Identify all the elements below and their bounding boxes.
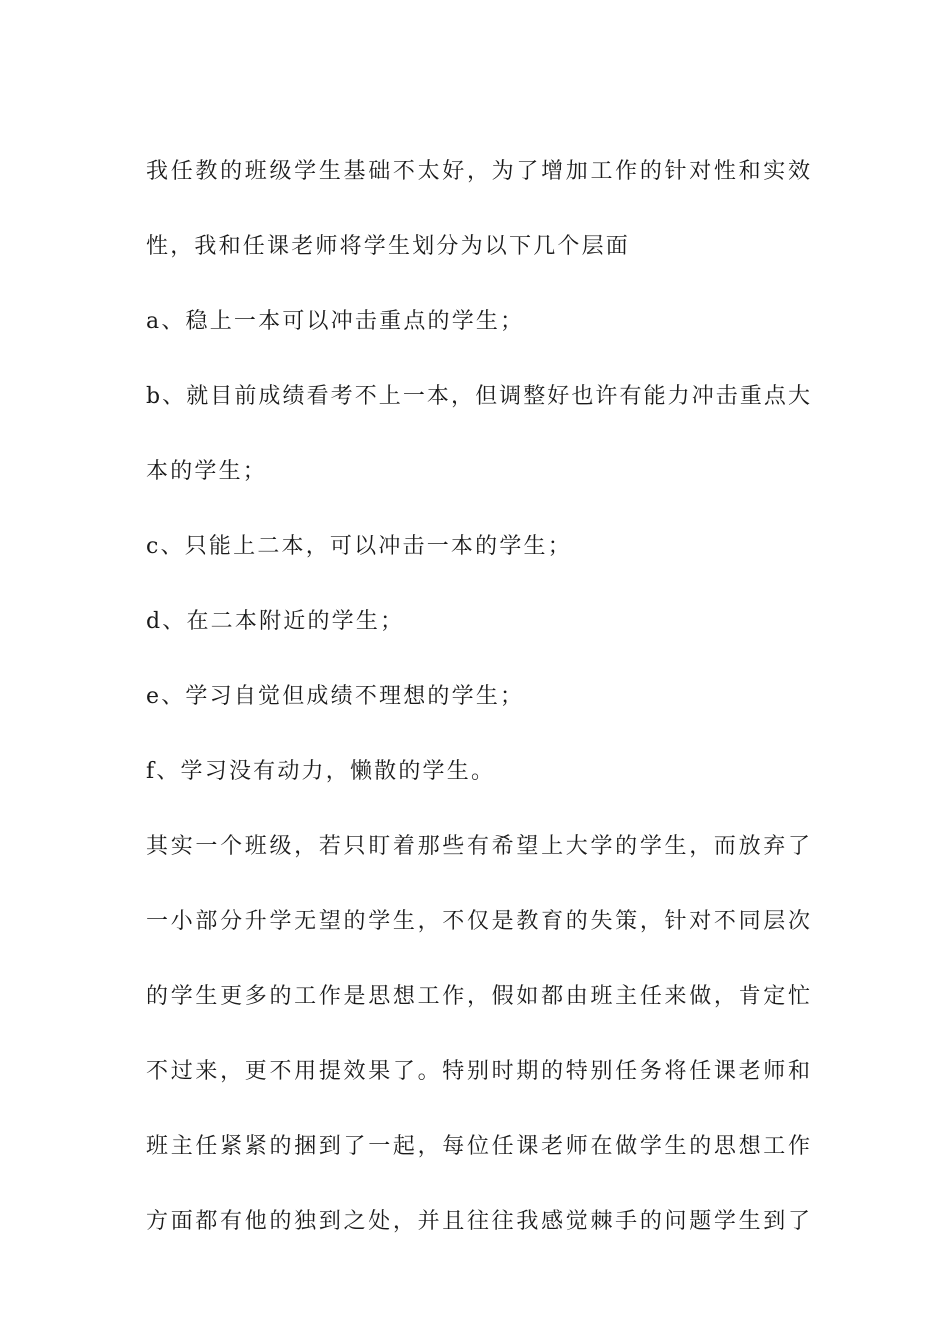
paragraph-line: 性，我和任课老师将学生划分为以下几个层面 (146, 234, 631, 259)
list-item-e: e、学习自觉但成绩不理想的学生； (146, 684, 525, 709)
paragraph-line: 我任教的班级学生基础不太好，为了增加工作的针对性和实效 (146, 159, 810, 184)
paragraph-line: 班主任紧紧的捆到了一起，每位任课老师在做学生的思想工作 (146, 1134, 810, 1159)
paragraph-line: 方面都有他的独到之处，并且往往我感觉棘手的问题学生到了 (146, 1209, 810, 1234)
paragraph-line: 其实一个班级，若只盯着那些有希望上大学的学生，而放弃了 (146, 834, 810, 859)
list-item-b-continued: 本的学生； (146, 459, 268, 484)
list-item-d: d、在二本附近的学生； (146, 609, 405, 634)
document-body (146, 134, 810, 1259)
paragraph-line: 一小部分升学无望的学生，不仅是教育的失策，针对不同层次 (146, 909, 810, 934)
list-item-f: f、学习没有动力，懒散的学生。 (146, 759, 496, 784)
list-item-a: a、稳上一本可以冲击重点的学生； (146, 309, 525, 334)
paragraph-line: 的学生更多的工作是思想工作，假如都由班主任来做，肯定忙 (146, 984, 810, 1009)
list-item-c: c、只能上二本，可以冲击一本的学生； (146, 534, 572, 559)
paragraph-line: 不过来，更不用提效果了。特别时期的特别任务将任课老师和 (146, 1059, 810, 1084)
list-item-b: b、就目前成绩看考不上一本，但调整好也许有能力冲击重点大 (146, 384, 810, 409)
